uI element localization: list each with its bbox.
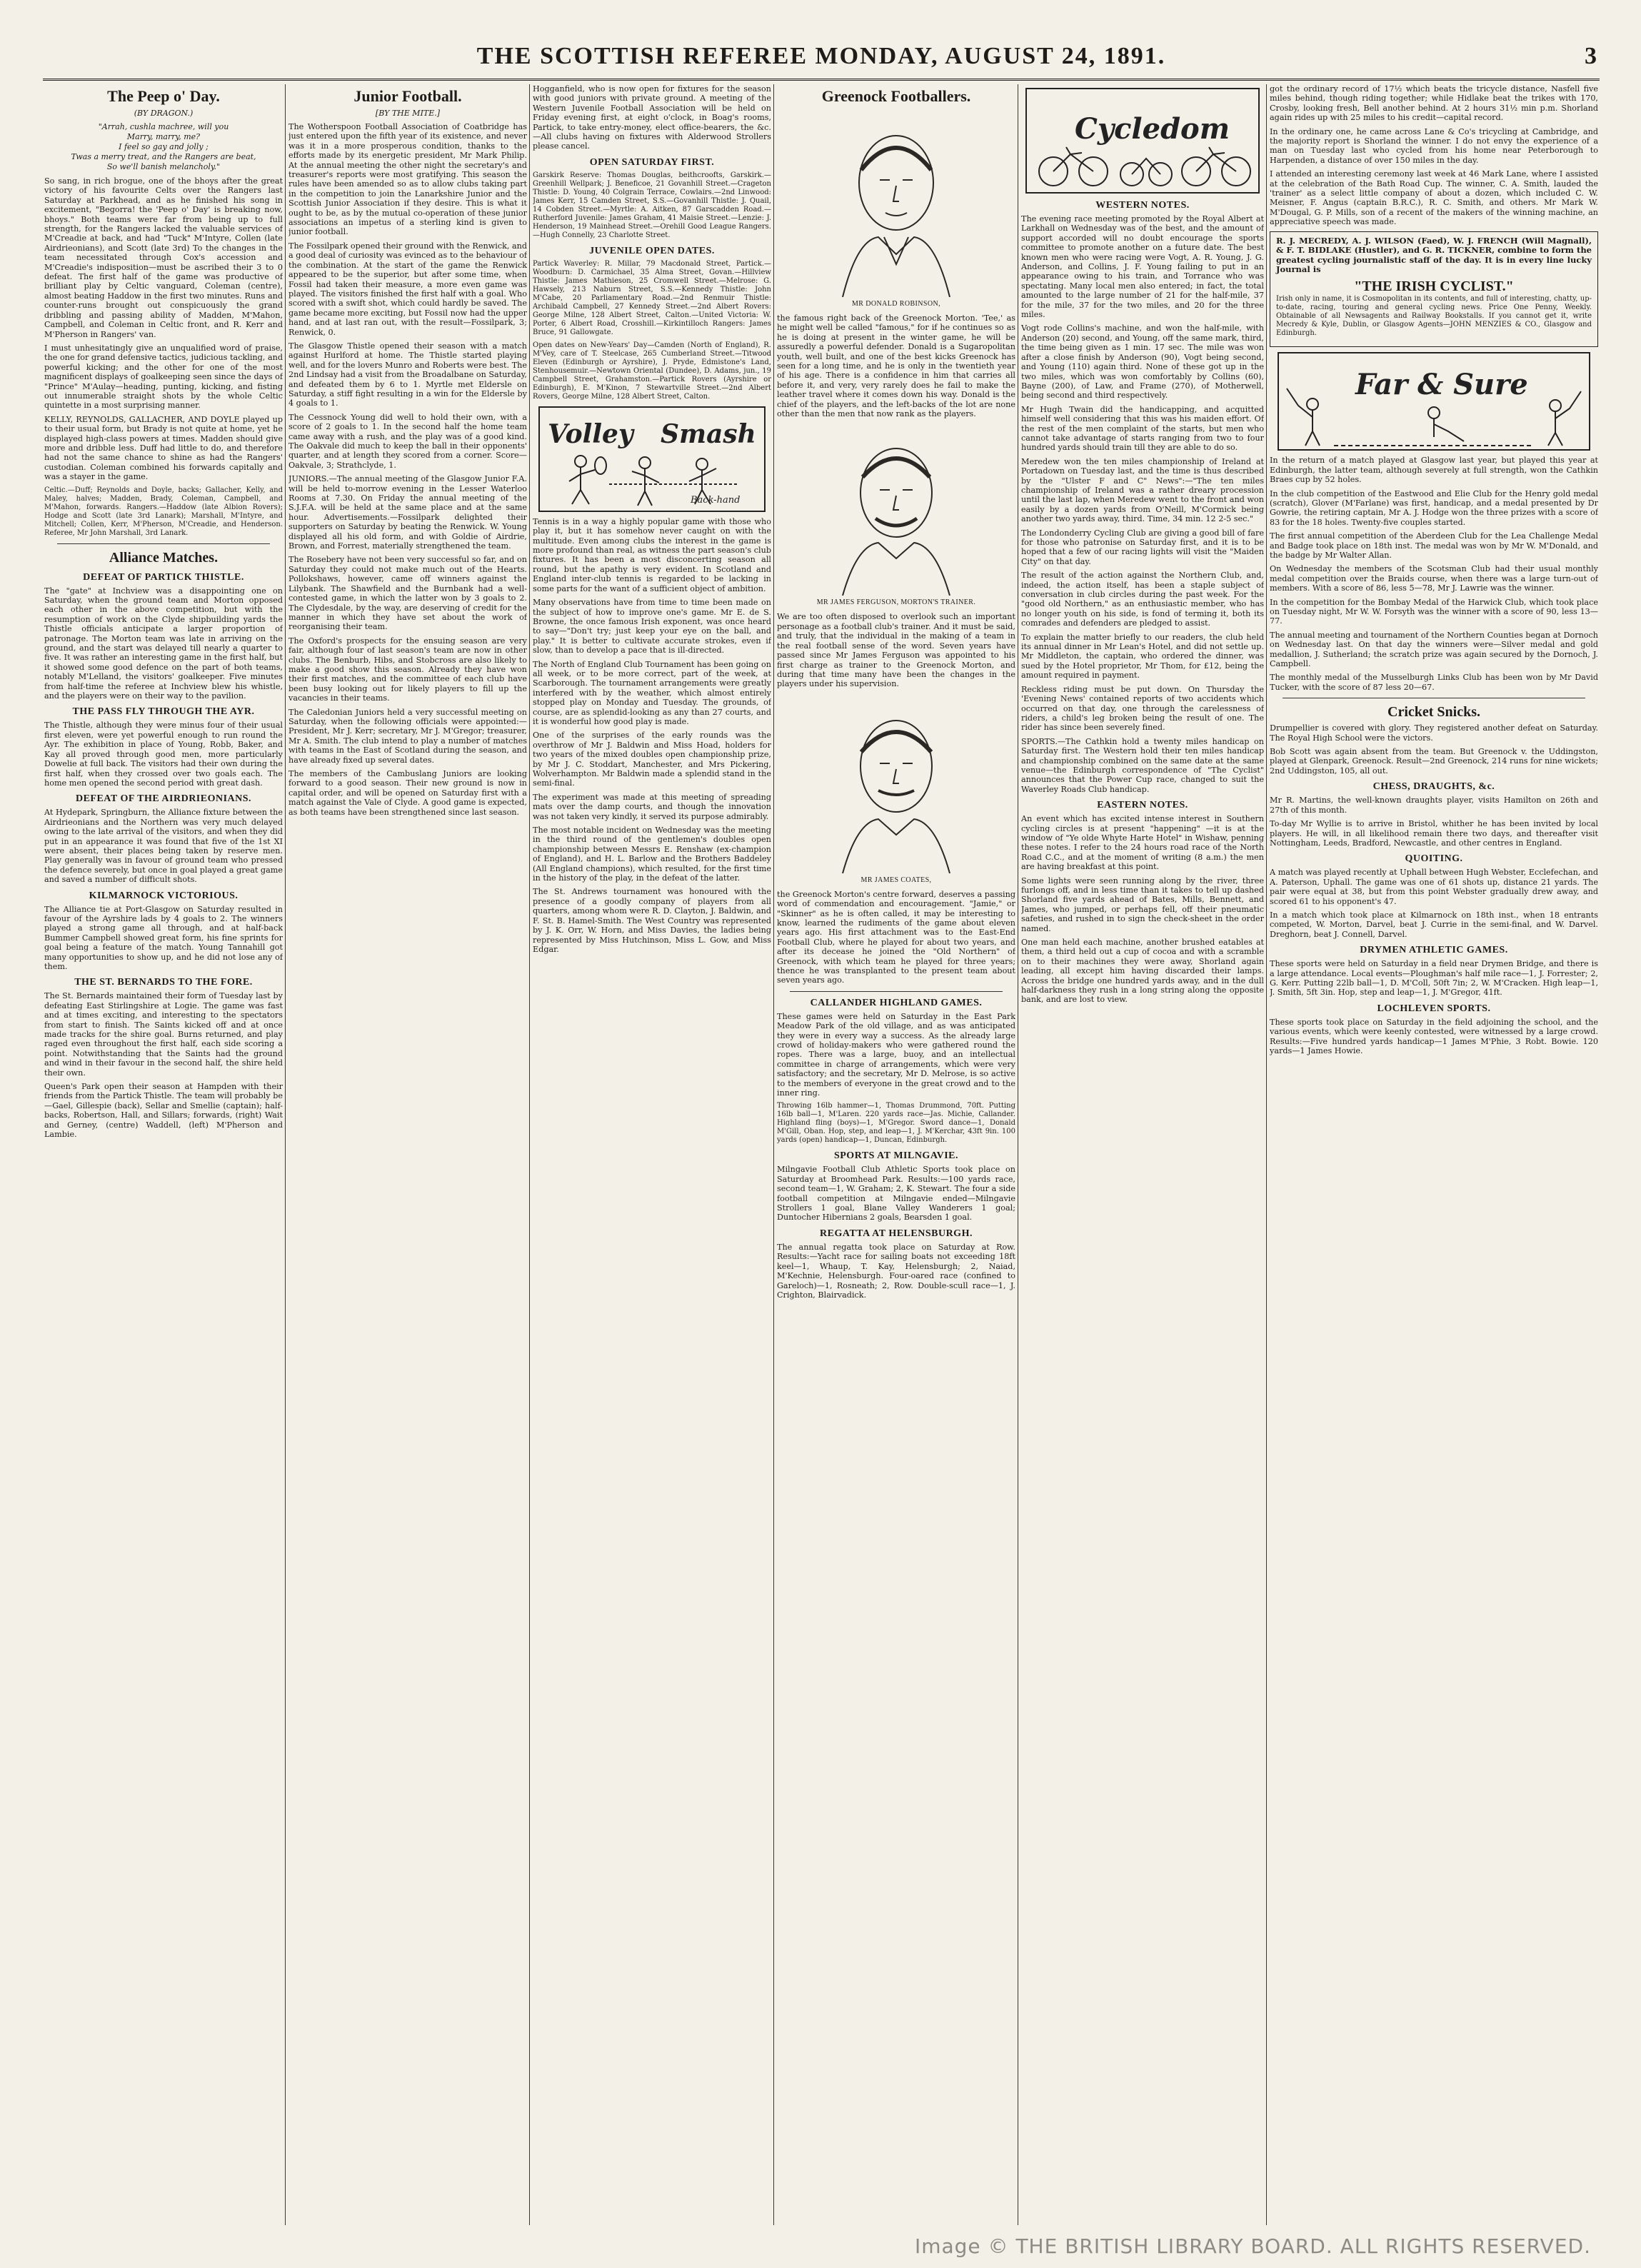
column-rule: [773, 84, 774, 2225]
paragraph: Vogt rode Collins's machine, and won the half-mile, with Anderson (20) second, and Young, off the same mark, third, the time being given as 1 min. 17 sec. The mile was won after a close finish by Anderson (90), Vogt being second, and Young (110) again third. None of these got up in the two miles, which was won comfortably by Collins (60), Bayne (200), of Law, and Frame (270), of Motherwell, being second and third respectively.: [1021, 323, 1264, 401]
paragraph: One man held each machine, another brushed eatables at them, a third held out a cup of cocoa and with a scramble on to their machines they were away, Shorland again leading, all except him having discarded their lamps. Across the bridge one hundred yards away, and in the dull half-darkness they rush in a long string along the opposite bank, and are lost to view.: [1021, 938, 1264, 1005]
paragraph: the Greenock Morton's centre forward, deserves a passing word of commendation and encouragement. "Jamie," or "Skinner" as he is often called, it may be interesting to know, learned the rudiments of the game about eleven years ago. His first attachment was to the East-End Football Club, where he played for about two years, and after its decease he joined the "Old Northern" of Greenock, with which team he played for three years; thence he was transplanted to the present team about seven years ago.: [777, 889, 1015, 985]
paragraph: The Caledonian Juniors held a very successful meeting on Saturday, when the following officials were appointed:—President, Mr J. Kerr; secretary, Mr J. M'Gregor; treasurer, Mr A. Smith. The club intend to play a number of matches with teams in the East of Scotland during the season, and have already fixed up several dates.: [288, 707, 527, 765]
paragraph: Reckless riding must be put down. On Thursday the 'Evening News' contained reports of two accidents which occurred on that day, one through the carelessness of riders, a child's leg broken being the result of one. The rider has since been severely fined.: [1021, 684, 1264, 733]
paragraph: In the competition for the Bombay Medal of the Harwick Club, which took place on Tuesday night, Mr W. W. Forsyth was the winner with a score of 90, less 13—77.: [1270, 597, 1598, 626]
subheading: REGATTA AT HELENSBURGH.: [820, 1228, 973, 1239]
portrait-illustration: [814, 695, 978, 873]
paragraph: The Glasgow Thistle opened their season with a match against Hurlford at home. The Thistle started playing well, and for the lovers Munro and Roberts were best. The 2nd Lindsay had a visit from the Broadalbane on Saturday, and defeated them by 6 to 1. Myrtle met Eldersle on Saturday, a stiff fight resulting in a win for the Eldersle by 4 goals to 1.: [288, 341, 527, 408]
paragraph: The first annual competition of the Aberdeen Club for the Lea Challenge Medal and Badge took place on 18th inst. The medal was won by Mr W. M'Donald, and the badge by Mr Walter Allan.: [1270, 531, 1598, 560]
article-heading-cricket-snicks: Cricket Snicks.: [1387, 704, 1480, 721]
column-rule: [529, 84, 530, 2225]
paragraph: Many observations have from time to time been made on the subject of how to improve one's game. Mr E. de S. Browne, the once famous Irish exponent, was once heard to say—"Don't try; just keep your eye on the ball, and play." It is better to cultivate accurate strokes, even if slow, than to develop a pace that is ill-directed.: [533, 598, 771, 656]
masthead-title: THE SCOTTISH REFEREE MONDAY, AUGUST 24, 1891.: [476, 43, 1166, 69]
portrait-illustration: [814, 424, 978, 596]
paragraph: The members of the Cambuslang Juniors are looking forward to a good season. Their new ground is now in capital order, and will be opened on Saturday first with a match against the Vale of Clyde. A good game is expected, as both teams have been strengthened since last season.: [288, 769, 527, 817]
paragraph: At Hydepark, Springburn, the Alliance fixture between the Airdrieonians and the Northern was very much delayed owing to the late arrival of the visitors, and when they did put in an appearance it was found that five of the 1st XI were absent, their places being taken by reserve men. Play generally was in favour of ground team who pressed the defence severely, but once in goal played a great game and saved a number of difficult shots.: [44, 808, 283, 885]
subheading: DEFEAT OF THE AIRDRIEONIANS.: [75, 793, 252, 805]
subheading: SPORTS AT MILNGAVIE.: [833, 1150, 959, 1162]
paragraph: The St. Bernards maintained their form of Tuesday last by defeating East Stirlingshire at Logie. The game was fast and at times exciting, and interesting to the spectators from start to finish. The Saints kicked off and at once made tracks for the shire goal. Burns returned, and play raged even throughout the first half, each side scoring a point. Notwithstanding that the Saints had the ground and wind in their favour in the second half, the shire held their own.: [44, 991, 283, 1078]
fixture-list: Garskirk Reserve: Thomas Douglas, beithcroofts, Garskirk.—Greenhill Wellpark; J. Beneficoe, 21 Govanhill Street.—Crageton Thistle: D. Young, 40 Colgrain Terrace, Cowlairs.—2nd Linwood: James Kerr, 15 Camden Street, S.S.—Govanhill Thistle: J. Quail, 14 Cobden Street.—Myrtle: A. Aitken, 87 Garscadden Road.—Rutherford Juvenile: James Graham, 41 Maisie Street.—Lenzie: J. Henderson, 19 Mainhead Street.—Orehill Good League Rangers.—Hugh Connelly, 23 Charlotte Street.: [533, 171, 771, 239]
paragraph: got the ordinary record of 17½ which beats the tricycle distance, Nasfell five miles behind, though riding together; while Hidlake beat the trikes with 170, Crosby, looking fresh, Bell another behind. At 2 hours 31½ min p.m. Shorland again rides up with 25 miles to his credit—capital record.: [1270, 84, 1598, 123]
paragraph: Milngavie Football Club Athletic Sports took place on Saturday at Broomhead Park. Results:—100 yards race, second team—1, W. Graham; 2, K. Stewart. The four a side football competition at Milngavie ended—Milngavie Strollers 1 goal, Blane Valley Wanderers 1 goal; Duntocher Hibernians 2 goals, Bearsden 1 goal.: [777, 1165, 1015, 1223]
paragraph: Meredew won the ten miles championship of Ireland at Portadown on Tuesday last, and the time is thus described by the "Ulster F and C" News":—"The ten miles championship of Ireland was a rather dreary procession until the last lap, when Meredew went to the front and won easily by a dozen yards from O'Neill, M'Cormick being another two yards away, third. Time, 34 min. 12 2-5 sec.": [1021, 456, 1264, 524]
subheading: KILMARNOCK VICTORIOUS.: [89, 890, 239, 901]
portrait-caption: MR DONALD ROBINSON,: [852, 300, 940, 308]
paragraph: The Fossilpark opened their ground with the Renwick, and a good deal of curiosity was evinced as to the behaviour of the combination. At the start of the game the Renwick appeared to be the superior, but after some time, when Fossil had taken their measure, a more even game was played. The visitors finished the first half with a goal. Who scored with a swift shot, which could hardly be saved. The game became more exciting, but Fossil now had the upper hand, and at last ran out, with the result—Fossilpark, 3; Renwick, 0.: [288, 241, 527, 337]
byline: [BY THE MITE.]: [375, 109, 441, 118]
paragraph: To-day Mr Wyllie is to arrive in Bristol, whither he has been invited by local players. He will, in all likelihood remain there two days, and thereafter visit Nottingham, Leeds, Bradford, Newcastle, and other centres in England.: [1270, 819, 1598, 848]
paragraph: I must unhesitatingly give an unqualified word of praise, the one for grand defensive tactics, judicious tackling, and powerful kicking; and the other for one of the most magnificent displays of goalkeeping seen since the days of "Prince" M'Aulay—heading, punting, kicking, and fisting out innumerable straight shots by the whole Celtic quintette in a most surprising manner.: [44, 343, 283, 411]
paragraph: The North of England Club Tournament has been going on all week, or to be more correct, part of the week, at Scarborough. The tournament arrangements were greatly interfered with by the weather, which almost entirely stopped play on Monday and Tuesday. The grounds, of course, are as splendid-looking as any than 27 courts, and it is wonderful how good play is made.: [533, 659, 771, 726]
paragraph: The annual regatta took place on Saturday at Row. Results:—Yacht race for sailing boats not exceeding 18ft keel—1, Whaup, T. Kay, Helensburgh; 2, Naiad, M'Kechnie, Helensburgh. Four-oared race (confined to Gareloch)—1, Rosneath; 2, Row. Double-scull race—1, J. Crighton, Blairvadick.: [777, 1242, 1015, 1300]
paragraph: A match was played recently at Uphall between Hugh Webster, Ecclefechan, and A. Paterson, Uphall. The game was one of 61 shots up, distance 21 yards. The pair were equal at 38, but from this point Webster gradually drew away, and scored 61 to his opponent's 47.: [1270, 868, 1598, 906]
byline: (BY DRAGON.): [134, 109, 194, 118]
article-heading-alliance: Alliance Matches.: [109, 549, 219, 566]
portrait-illustration: [814, 111, 978, 297]
subheading: DRYMEN ATHLETIC GAMES.: [1360, 945, 1508, 956]
fixture-list: Partick Waverley: R. Millar, 79 Macdonald Street, Partick.—Woodburn: D. Carmichael, 35 Alma Street, Govan.—Hillview Thistle: James Mathieson, 25 Cromwell Street.—Melrose: G. Hawsely, 213 Naburn Street, S.S.—Kennedy Thistle: John M'Cabe, 20 Parliamentary Road.—2nd Renmuir Thistle: Archibald Campbell, 27 Kennedy Street.—2nd Albert Rovers: George Milne, 128 Albert Street, Calton.—United Victoria: W. Porter, 6 Albert Road, Crosshill.—Kirkintilloch Rangers: James Bruce, 91 Gallowgate.: [533, 259, 771, 336]
article-heading-junior-football: Junior Football.: [353, 87, 462, 105]
paragraph: The St. Andrews tournament was honoured with the presence of a goodly company of players from all quarters, among whom were R. D. Clayton, J. Baldwin, and F. St. B. Hamel-Smith. The West Country was represented by J. K. Orr, W. Horn, and Miss Davies, the ladies being represented by Miss Hutchinson, Miss L. Gow, and Miss Edgar.: [533, 887, 771, 954]
paragraph: The Rosebery have not been very successful so far, and on Saturday they could not make much out of the Hearts. Pollokshaws, however, came off winners against the Lilybank. The Shawfield and the Burnbank had a well-contested game, in which the latter won by 3 goals to 2. The Clydesdale, by the way, are deserving of credit for the manner in which they have set about the work of reorganising their team.: [288, 555, 527, 632]
subheading: EASTERN NOTES.: [1097, 800, 1188, 811]
paragraph: The monthly medal of the Musselburgh Links Club has been won by Mr David Tucker, with the score of 87 less 20—67.: [1270, 673, 1598, 692]
paragraph: SPORTS.—The Cathkin hold a twenty miles handicap on Saturday first. The Western hold their ten miles handicap and championship combined on the same date at the same venue—the Edinburgh correspondence of "The Cyclist" announces that the Power Cup race, changed to suit the Waverley Roads Club handicap.: [1021, 736, 1264, 794]
far-and-sure-golf-banner-illustration: [1277, 351, 1591, 451]
fixture-list: Open dates on New-Years' Day—Camden (North of England), R. M'Vey, care of T. Steelcase, 265 Cumberland Street.—Titwood Eleven (Edinburgh or Ayrshire), J. Pryde, Edmistone's Land, Stenhousemuir.—Newtown Oriental (Dundee), D. Adams, jun., 19 Campbell Street, Grahamston.—Partick Rovers (Ayrshire or Edinburgh), E. M'Kinon, 7 Stewartville Street.—2nd Albert Rovers, George Milne, 128 Albert Street, Calton.: [533, 341, 771, 401]
subheading: QUOITING.: [1405, 853, 1463, 865]
portrait-caption: MR JAMES FERGUSON, MORTON'S TRAINER.: [816, 598, 976, 607]
column-3: [533, 84, 771, 2225]
paragraph: An event which has excited intense interest in Southern cycling circles is at present "happening" —it is at the window of "Ye olde Whyte Harte Hotel" in Wishaw, penning these notes. I refer to the 24 hours road race of the North Road C.C., and at the moment of writing (8 a.m.) the men are having breakfast at this point.: [1021, 814, 1264, 872]
page-number: 3: [1585, 43, 1597, 69]
paragraph: The annual meeting and tournament of the Northern Counties began at Dornoch on Wednesday last. On that day the winners were—Silver medal and gold medallion, J. Sutherland; the scratch prize was again secured by the Dornoch, J. Campbell.: [1270, 630, 1598, 669]
paragraph: The Londonderry Cycling Club are giving a good bill of fare for those who patronise on Saturday first, and it is to be hoped that a few of our racing lights will visit the "Maiden City" on that day.: [1021, 528, 1264, 566]
subheading: DEFEAT OF PARTICK THISTLE.: [83, 571, 244, 583]
paragraph: So sang, in rich brogue, one of the bhoys after the great victory of his favourite Celts over the Rangers last Saturday at Parkhead, and as he finished his song in excitement, "Begorra! the 'Peep o' Day' is breaking now, bhoys." Both teams were far from being up to full strength, for the Rangers lacked the valuable services of M'Creadie at back, and had "Tuck" M'Intyre, Collen (late Airdrieonians), and Scott (late 3rd) To the changes in the team necessitated through Cox's accession and M'Creadie's indisposition—must be ascribed their 3 to 0 defeat. The first half of the game was productive of brilliant play by Celtic vanguard, Coleman (centre), almost beating Haddow in the first two minutes. Runs and counter-runs brought out conspicuously the grand dribbling and passing ability of Madden, M'Mahon, Campbell, and Coleman in Celtic front, and R. Kerr and M'Pherson in Rangers' van.: [44, 176, 283, 339]
paragraph: Mr R. Martins, the well-known draughts player, visits Hamilton on 26th and 27th of this month.: [1270, 796, 1598, 815]
paragraph: Some lights were seen running along by the river, three furlongs off, and in less time than it takes to tell up dashed Shorland five yards ahead of Bates, Mills, Bennett, and James, who jumped, or perhaps fell, off their pneumatic safeties, and rushed in to sign the check-sheet in the order named.: [1021, 875, 1264, 933]
banner-word-smash: Smash: [661, 418, 756, 449]
copyright-watermark: Image © THE BRITISH LIBRARY BOARD. ALL RIGHTS RESERVED.: [914, 2234, 1591, 2258]
article-heading-greenock-footballers: Greenock Footballers.: [821, 87, 971, 105]
paragraph: the famous right back of the Greenock Morton. 'Tee,' as he might well be called "famous," for if he continues so as he is doing at present in the winter game, he will be assuredly a powerful defender. Donald is a Sugaropolitan youth, well built, and one of the best kicks Greenock has seen for a long time, and he is only in the twentieth year of his age. There is a confidence in him that carries all before it, and very, very rarely does he fail to make the leather travel where it comes down his way. Donald is the chief of the players, and the left-backs of the lot are none other than the men that now rank as the players.: [777, 313, 1015, 419]
paragraph: Queen's Park open their season at Hampden with their friends from the Partick Thistle. The team will probably be—Gael, Gillespie (back), Sellar and Smellie (captain); half-backs, Robertson, Hall, and Sillars; forwards, (right) Wait and Gerney, (centre) Waddell, (left) M'Pherson and Lambie.: [44, 1082, 283, 1140]
subheading: CALLANDER HIGHLAND GAMES.: [810, 997, 983, 1008]
subheading: THE PASS FLY THROUGH THE AYR.: [72, 706, 255, 718]
verse: "Arrah, cushla machree, will you Marry, marry, me? I feel so gay and jolly ; Twas a merry treat, and the Rangers are beat, So we'll banish melancholy.": [71, 122, 256, 171]
paragraph: Drumpellier is covered with glory. They registered another defeat on Saturday. The Royal High School were the victors.: [1270, 723, 1598, 743]
separator: [790, 991, 1003, 992]
subheading: THE ST. BERNARDS TO THE FORE.: [74, 977, 253, 988]
paragraph: These sports took place on Saturday in the field adjoining the school, and the various events, which were keenly contested, were witnessed by a large crowd. Results:—Five hundred yards handicap—1 James M'Phie, 3 Robt. Bowie. 120 yards—1 James Howie.: [1270, 1017, 1598, 1055]
paragraph: Hogganfield, who is now open for fixtures for the season with good juniors with private ground. A meeting of the Western Juvenile Football Association will be held on Friday evening first, at eight o'clock, in Boag's rooms, Partick, to take entry-money, elect office-bearers, the &c.—All clubs having on fixtures with Alderwood Strollers please cancel.: [533, 84, 771, 151]
paragraph: KELLY, REYNOLDS, GALLACHER, AND DOYLE played up to their usual form, but Brady is not quite at home, yet he displayed high-class powers at times. Madden should give more and dribble less. Duff had little to do, and therefore had not the same chance to shine as had the Rangers' custodian. Coleman combined his forwards capitally and was a stayer in the game.: [44, 414, 283, 482]
paragraph: These sports were held on Saturday in a field near Drymen Bridge, and there is a large attendance. Local events—Ploughman's half mile race—1, J. Forrester; 2, G. Kerr. Putting 22lb ball—1, D. M'Coll, 50ft 7in; 2, W. M'Cracken. High leap—1, J. Smith, 5ft 3in. Hop, step and leap—1, J. M'Gregor, 41ft.: [1270, 959, 1598, 998]
column-rule: [285, 84, 286, 2225]
ad-small-text: Irish only in name, it is Cosmopolitan in its contents, and full of interesting, chatty, up-to-date, racing, touring and general cycling news. Price One Penny, Weekly. Obtainable of all Newsagents and Railway Bookstalls. If you cannot get it, write Mecredy & Kyle, Dublin, or Glasgow Agents—JOHN MENZIES & CO., Glasgow and Edinburgh.: [1276, 295, 1592, 338]
paragraph: In a match which took place at Kilmarnock on 18th inst., when 18 entrants competed, W. Morton, Darvel, beat J. Currie in the semi-final, and W. Darvel. Dreghorn, beat J. Connell, Darvel.: [1270, 910, 1598, 939]
ad-title: "THE IRISH CYCLIST.": [1354, 279, 1514, 295]
paragraph: The result of the action against the Northern Club, and, indeed, the action itself, has been a staple subject of conversation in club circles during the past week. For the "good old Northern," as an enthusiastic member, who has no longer youth on his side, is fond of terming it, both its comrades and defenders are pledged to assist.: [1021, 571, 1264, 628]
paragraph: The "gate" at Inchview was a disappointing one on Saturday, when the ground team and Morton opposed each other in the above competition, but with the resumption of work on the Clyde shipbuilding yards the Thistle officials anticipate a larger proportion of patronage. The Morton team was late in arriving on the ground, and the start was delayed till nearly a quarter to five. It was rather an interesting game in the first half, but it showed some good defence on the part of both teams, notably M'Lelland, the visitors' goalkeeper. Five minutes from half-time the referee at Inchview blew his whistle, and the players were on their way to the pavilion.: [44, 586, 283, 701]
subheading: WESTERN NOTES.: [1095, 200, 1190, 211]
subheading: JUVENILE OPEN DATES.: [589, 245, 715, 256]
paragraph: The experiment was made at this meeting of spreading mats over the damp courts, and though the innovation was not taken very kindly, it served its purpose admirably.: [533, 792, 771, 821]
banner-word-cycledom: Cycledom: [1075, 112, 1230, 146]
paragraph: In the ordinary one, he came across Lane & Co's tricycling at Cambridge, and the majority report is Shorland the winner. I do not envy the experience of a man on Tuesday last who cycled from his home near Peterborough to Harpenden, a distance of over 150 miles in the day.: [1270, 126, 1598, 165]
paragraph: The Oxford's prospects for the ensuing season are very fair, although four of last season's team are now in other clubs. The Benburb, Hibs, and Stobcross are also likely to make a good show this season. Already they have won their first matches, and the committee of each club have been busy looking out for likely players to fill up the vacancies in their teams.: [288, 636, 527, 703]
column-6: [1270, 84, 1598, 2225]
results-list: Throwing 16lb hammer—1, Thomas Drummond, 70ft. Putting 16lb ball—1, M'Laren. 220 yards race—Jas. Michie, Callander. Highland fling (boys)—1, M'Gregor. Sword dance—1, Donald M'Gill, Oban. Hop, step, and leap—1, J. M'Kerchar, 43ft 9in. 100 yards (open) handicap—1, Duncan, Edinburgh.: [777, 1102, 1015, 1145]
column-2: [288, 84, 527, 2225]
paragraph: In the return of a match played at Glasgow last year, but played this year at Edinburgh, the latter team, although severely at full strength, won the Cathkin Braes cup by 52 holes.: [1270, 456, 1598, 485]
subheading: OPEN SATURDAY FIRST.: [589, 156, 715, 168]
separator: [57, 543, 270, 544]
paragraph: The Alliance tie at Port-Glasgow on Saturday resulted in favour of the Ayrshire lads by 4 goals to 2. The winners played a strong game all through, and at half-back Bummer Campbell showed great form, his fine sprints for goal being a feature of the match. Young Tannahill got many opportunities to show up, and he did not lose any of them.: [44, 904, 283, 971]
paragraph: I attended an interesting ceremony last week at 46 Mark Lane, where I assisted at the celebration of the Bath Road Cup. The winner, C. A. Smith, lauded the 'trainer' as a select little company of about a dozen, which included C. W. Meisner, F. Angus (captain B.R.C.), R. C. Smith, and others. Mr Mark W. M'Dougal, G. P. Mills, son of a recent of the makers of the winning machine, an appreciative speech was made.: [1270, 169, 1598, 227]
paragraph: On Wednesday the members of the Scotsman Club had their usual monthly medal competition over the Braids course, when there was a large turn-out of members. With a score of 86, less 5—78, Mr J. Lawrie was the winner.: [1270, 564, 1598, 593]
paragraph: We are too often disposed to overlook such an important personage as a football club's trainer. And it must be said, and truly, that the individual in the making of a team in the real football sense of the word. Seven years have passed since Mr James Ferguson was appointed to his first charge as trainer to the Greenock Morton, and during that time many have been the changes in the players under his supervision.: [777, 612, 1015, 689]
masthead: [43, 41, 1600, 81]
paragraph: The Thistle, although they were minus four of their usual first eleven, were yet powerful enough to run round the Ayr. The exhibition in place of Young, Robb, Baker, and Kay all proved through good men, more particularly Dowelie at full back. The visitors had their own during the first half, when they crossed over two goals each. The home men opened the second period with great dash.: [44, 721, 283, 788]
ad-text: R. J. MECREDY, A. J. WILSON (Faed), W. J. FRENCH (Will Magnall), & F. T. BIDLAKE (Hustler), and G. R. TICKNER, combine to form the greatest cycling journalistic staff of the day. It is in every line lucky Journal is: [1276, 235, 1592, 274]
paragraph: These games were held on Saturday in the East Park Meadow Park of the old village, and as was anticipated they were in every way a success. As the already large crowd of holiday-makers who were gathered round the ropes. There was a large, buoy, and an intellectual committee in charge of arrangements, which were very satisfactory; and the secretary, Mr D. Melrose, is so active to the members of everyone in the great crowd and to the inner ring.: [777, 1011, 1015, 1098]
paragraph: The Cessnock Young did well to hold their own, with a score of 2 goals to 1. In the second half the home team came away with a rush, and the play was of a good kind. The Oakvale did much to keep the ball in their opponents' quarter, and at length they scored from a corner. Score—Oakvale, 3; Strathclyde, 1.: [288, 412, 527, 470]
paragraph: Tennis is in a way a highly popular game with those who play it, but it has somehow never caught on with the multitude. Even among clubs the interest in the game is more profound than real, as witness the part season's club fixtures. It has been a most disconcerting season all round, but the apathy is very evident. In Scotland and England inter-club tennis is regarded to be lacking in some parts for the want of a sufficient object of ambition.: [533, 516, 771, 593]
paragraph: The most notable incident on Wednesday was the meeting in the third round of the gentlemen's doubles open championship between Messrs E. Renshaw (ex-champion of England), and H. L. Barlow and the Brothers Baddeley (All England champions), which resulted, for the first time in the history of the play, in the defeat of the latter.: [533, 826, 771, 883]
banner-word-volley: Volley: [548, 418, 633, 449]
banner-caption-backhand: Back-hand: [691, 494, 741, 506]
paragraph: JUNIORS.—The annual meeting of the Glasgow Junior F.A. will be held to-morrow evening in the Lesser Waterloo Rooms at 7.30. On Friday the annual meeting of the S.J.F.A. will be held at the same place and at the same hour. Advertisements.—Fossilpark delighted their supporters on Saturday by beating the Renwick. W. Young displayed all his old form, and with Goldie of Airdrie, Brown, and Forrest, materially strengthened the team.: [288, 474, 527, 551]
advertisement-irish-cyclist: [1270, 231, 1598, 348]
column-1: [44, 84, 283, 2225]
paragraph: In the club competition of the Eastwood and Elie Club for the Henry gold medal (scratch), Glover (M'Farlane) was first, handicap, and a medal presented by Dr Gowrie, the retiring captain, Mr A. J. Hodge won the three prizes with a score of 83 for the 18 holes. Twenty-five couples started.: [1270, 488, 1598, 527]
paragraph: One of the surprises of the early rounds was the overthrow of Mr J. Baldwin and Miss Hoad, holders for two years of the mixed doubles open championship prize, by Mr J. C. Stoddart, Manchester, and Mrs Pickering, Wolverhampton. Mr Baldwin made a splendid stand in the semi-final.: [533, 731, 771, 788]
paragraph: Bob Scott was again absent from the team. But Greenock v. the Uddingston, played at Glenpark, Greenock. Result—2nd Greenock, 214 runs for nine wickets; 2nd Uddingston, 105, all out.: [1270, 747, 1598, 776]
bicycle-icon: [1039, 147, 1250, 186]
volley-smash-banner-illustration: [538, 406, 766, 513]
banner-word-far-and-sure: Far & Sure: [1355, 368, 1528, 402]
team-lineups: Celtic.—Duff; Reynolds and Doyle, backs; Gallacher, Kelly, and Maley, halves; Madden, Brady, Coleman, Campbell, and M'Mahon, forwards. Rangers.—Haddow (late Albion Rovers); Hodge and Scott (late 3rd Lanark); Marshall, M'Intyre, and Mitchell; Collen, Kerr, M'Pherson, M'Creadie, and Henderson. Referee, Mr John Marshall, 3rd Lanark.: [44, 486, 283, 537]
paragraph: Mr Hugh Twain did the handicapping, and acquitted himself well considering that this was his maiden effort. Of the rest of the men complaint of the starts, but men who cannot take advantage of starts ranging from two to four hundred yards should train till they are able to do so.: [1021, 404, 1264, 453]
paragraph: The Wotherspoon Football Association of Coatbridge has just entered upon the fifth year of its existence, and never was it in a more prosperous condition, thanks to the efforts made by its energetic president, Mr Mark Philip. At the annual meeting the other night the secretary's and treasurer's reports were most gratifying. This season the rules have been amended so as to allow clubs taking part in the competition to join the Lanarkshire Junior and the Scottish Junior Association if they desire. This is what it ought to be, as by the mutual co-operation of these junior associations an impetus of a sterling kind is given to junior football.: [288, 122, 527, 237]
paragraph: To explain the matter briefly to our readers, the club held its annual dinner in Mr Lean's Hotel, and did not settle up. Mr Middleton, the captain, who ordered the dinner, was sued by the Hotel proprietor, Mr Thom, for £12, being the amount required in payment.: [1021, 632, 1264, 681]
subheading: LOCHLEVEN SPORTS.: [1377, 1003, 1491, 1014]
subheading: CHESS, DRAUGHTS, &c.: [1372, 781, 1495, 793]
article-heading-peep-o-day: The Peep o' Day.: [107, 87, 220, 105]
cycledom-banner-illustration: [1025, 87, 1260, 194]
column-4: [777, 84, 1015, 2225]
portrait-caption: MR JAMES COATES,: [860, 875, 932, 884]
paragraph: The evening race meeting promoted by the Royal Albert at Larkhall on Wednesday was of the best, and the amount of support accorded will no doubt encourage the sports committee to promote another on a future date. The best known men who were racing were Vogt, A. R. Young, J. G. Anderson, and Collins, J. F. Young failing to put in an appearance owing to his train, and Torrance who was spectating. Many local men also entered; in fact, the total amounted to the large number of 21 for the half-mile, 37 for the mile, 37 for the two miles, and 20 for the three miles.: [1021, 214, 1264, 320]
column-5: [1021, 84, 1264, 2225]
column-rule: [1266, 84, 1267, 2225]
